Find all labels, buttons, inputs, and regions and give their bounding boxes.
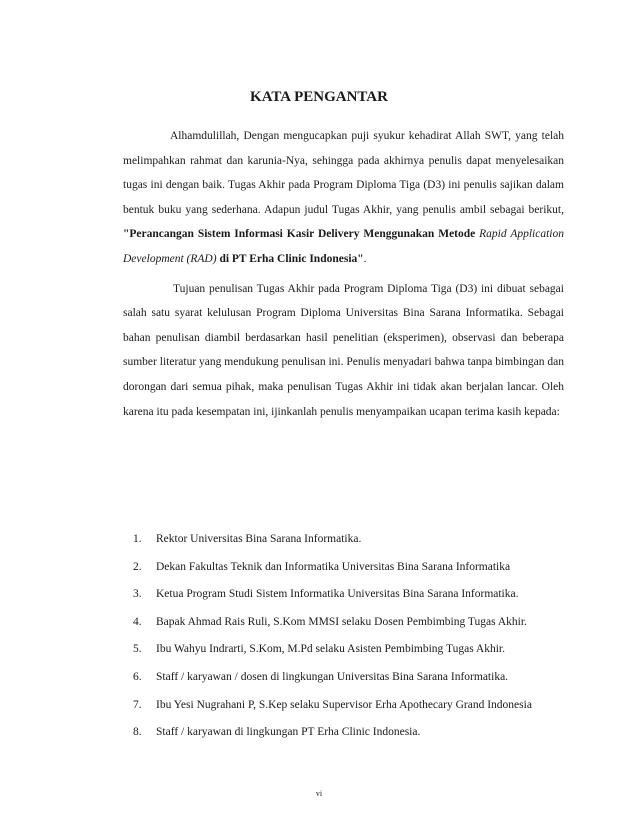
list-item-text: Dekan Fakultas Teknik dan Informatika Universitas Bina Sarana Informatika [156, 560, 511, 573]
list-item-number: 6. [133, 670, 142, 683]
list-item-number: 3. [133, 588, 142, 601]
paragraph-intro-end: . [363, 252, 367, 265]
list-item-number: 8. [133, 726, 142, 739]
list-item-text: Ibu Yesi Nugrahani P, S.Kep selaku Supervisor Erha Apothecary Grand Indonesia [156, 698, 532, 711]
list-item [123, 526, 583, 554]
list-item [123, 554, 583, 582]
list-item-text: Bapak Ahmad Rais Ruli, S.Kom MMSI selaku Dosen Pembimbing Tugas Akhir. [156, 615, 527, 628]
list-item-text: Staff / karyawan / dosen di lingkungan Universitas Bina Sarana Informatika. [156, 670, 509, 683]
list-item-text: Ketua Program Studi Sistem Informatika Universitas Bina Sarana Informatika. [156, 588, 519, 601]
thesis-title-company: di PT Erha Clinic Indonesia" [219, 252, 364, 265]
list-item-number: 5. [133, 643, 142, 656]
list-item [123, 664, 583, 692]
page-number: vi [315, 789, 323, 798]
list-item [123, 692, 583, 720]
list-item-text: Rektor Universitas Bina Sarana Informatika. [156, 533, 362, 545]
list-item-number: 7. [133, 698, 142, 711]
list-item [123, 719, 583, 747]
list-item [123, 581, 583, 609]
body-text [123, 124, 564, 424]
paragraph-intro-text: Alhamdulillah, Dengan mengucapkan puji syukur kehadirat Allah SWT, yang telah melimpahkan rahmat dan karunia-Nya, sehingga pada akhirnya penulis dapat menyelesaikan tugas ini dengan baik. Tugas Akhir pada Program Diploma Tiga (D3) ini penulis sajikan dalam bentuk buku yang sederhana. Adapun judul Tugas Akhir, yang penulis ambil sebagai berikut, [123, 130, 564, 216]
list-item-text: Staff / karyawan di lingkungan PT Erha Clinic Indonesia. [156, 726, 421, 739]
list-item-number: 2. [133, 560, 142, 573]
list-item-number: 1. [133, 533, 142, 545]
acknowledgement-list [123, 526, 583, 747]
list-item-text: Ibu Wahyu Indrarti, S.Kom, M.Pd selaku Asisten Pembimbing Tugas Akhir. [156, 643, 505, 656]
thesis-title-italic: Rapid Application Development (RAD) [123, 228, 564, 265]
paragraph-purpose: Tujuan penulisan Tugas Akhir pada Program Diploma Tiga (D3) ini dibuat sebagai salah satu syarat kelulusan Program Diploma Universitas Bina Sarana Informatika. Sebagai bahan penulisan diambil berdasarkan hasil penelitian (eksperimen), observasi dan beberapa sumber literatur yang mendukung penulisan ini. Penulis menyadari bahwa tanpa bimbingan dan dorongan dari semua pihak, maka penulisan Tugas Akhir ini tidak akan berjalan lancar. Oleh karena itu pada kesempatan ini, ijinkanlah penulis menyampaikan ucapan terima kasih kepada: [123, 282, 564, 418]
list-item-number: 4. [133, 615, 142, 628]
page-title: KATA PENGANTAR [250, 89, 388, 105]
thesis-title-bold: "Perancangan Sistem Informasi Kasir Delivery Menggunakan Metode [123, 228, 476, 241]
list-item [123, 636, 583, 664]
paragraph-intro [123, 124, 564, 272]
list-item [123, 609, 583, 637]
